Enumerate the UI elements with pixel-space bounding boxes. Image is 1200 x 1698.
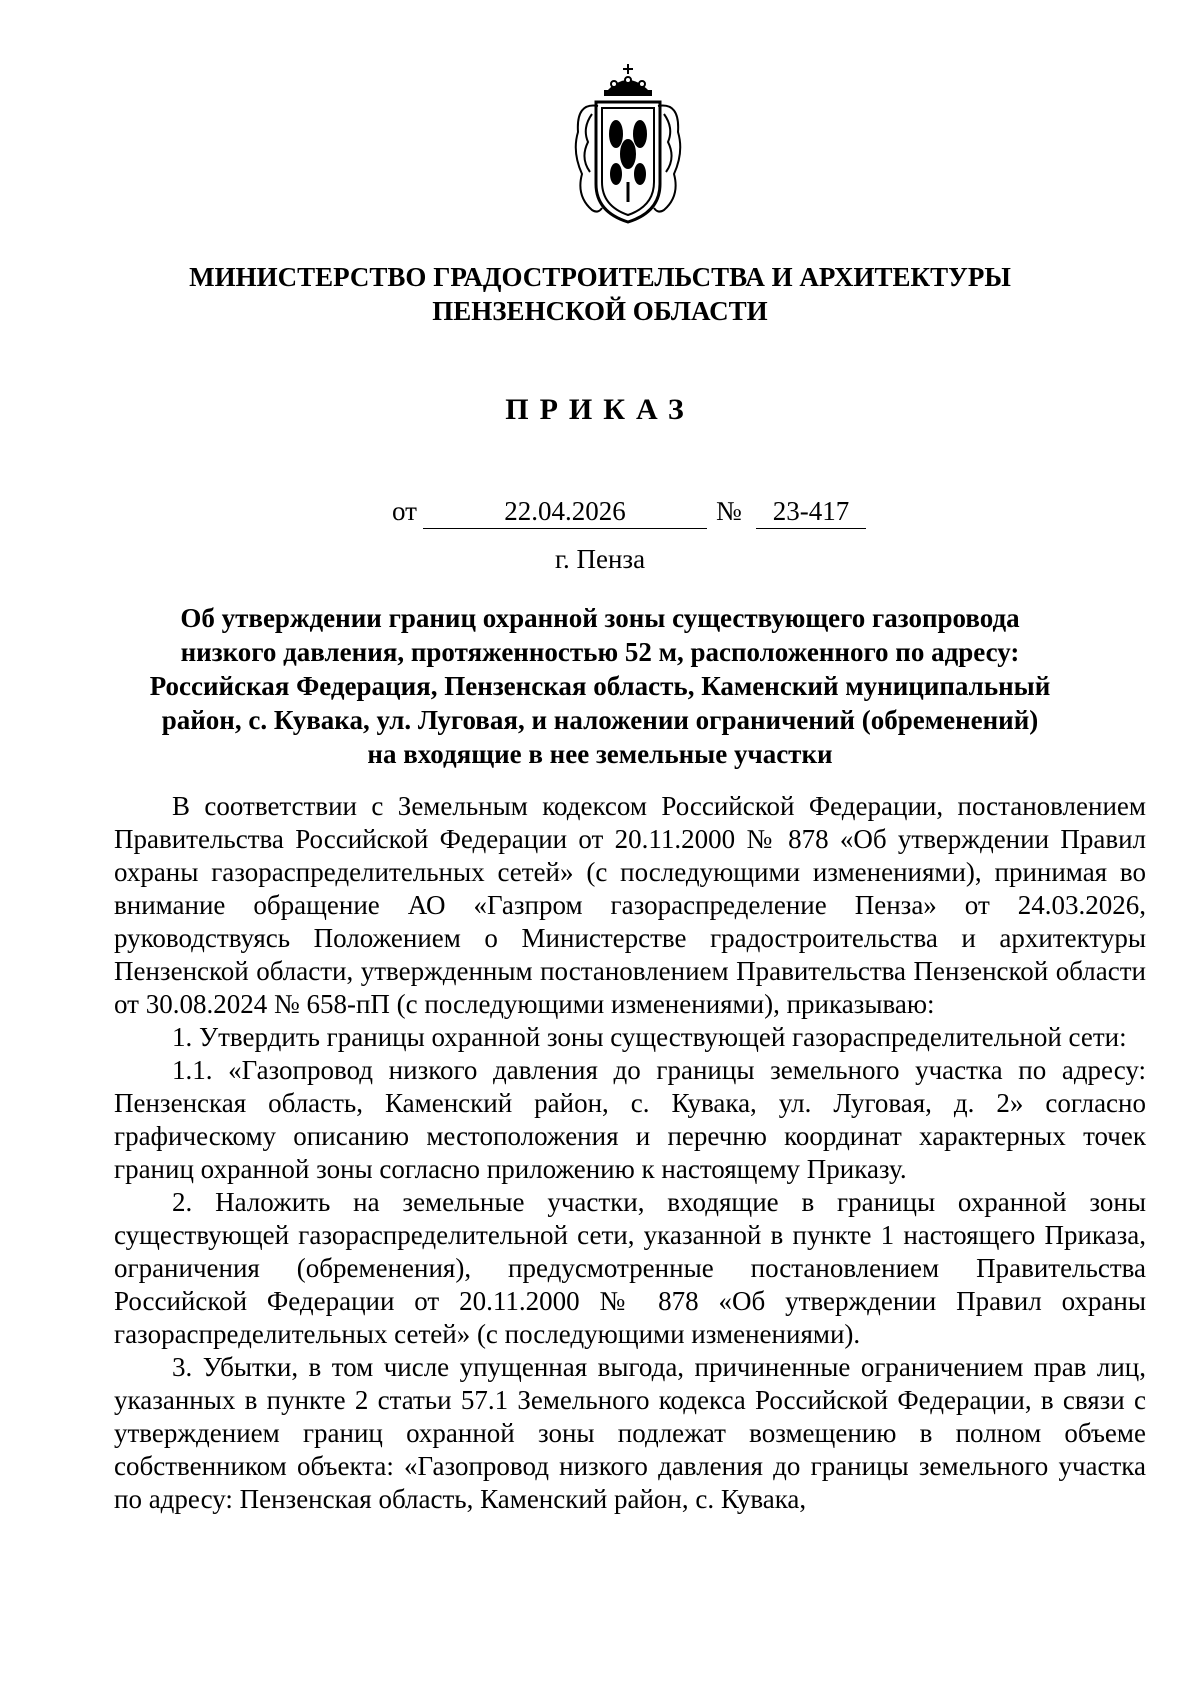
subject-line: Российская Федерация, Пензенская область, Каменский муниципальный — [149, 671, 1051, 701]
order-title: ПРИКАЗ — [505, 393, 695, 426]
ministry-name — [0, 260, 1200, 328]
preamble-paragraph: В соответствии с Земельным кодексом Российской Федерации, постановлением Правительства Российской Федерации от 20.11.2000 № 878 «Об утверждении Правил охраны газораспределительных сетей» (с последующими изменениями), принимая во внимание обращение АО «Газпром газораспределение Пенза» от 24.03.2026, руководствуясь Положением о Министерстве градостроительства и архитектуры Пензенской области, утвержденным постановлением Правительства Пензенской области от 30.08.2024 № 658-пП (с последующими изменениями), приказываю: — [114, 791, 1146, 1019]
order-date: 22.04.2026 — [423, 494, 707, 529]
clause-2: 2. Наложить на земельные участки, входящие в границы охранной зоны существующей газораспределительной сети, указанной в пункте 1 настоящего Приказа, ограничения (обременения), предусмотренные постановлением Правительства Российской Федерации от 20.11.2000 № 878 «Об утверждении Правил охраны газораспределительных сетей» (с последующими изменениями). — [114, 1187, 1146, 1349]
subject-line: на входящие в нее земельные участки — [367, 739, 833, 769]
coat-of-arms-emblem — [568, 62, 688, 228]
clause-1: 1. Утвердить границы охранной зоны существующей газораспределительной сети: — [172, 1022, 1127, 1052]
city: г. Пенза — [554, 544, 646, 574]
number-label: № — [716, 496, 742, 526]
order-body — [114, 790, 1146, 1516]
order-number: 23-417 — [756, 494, 866, 529]
order-subject — [0, 601, 1200, 771]
subject-line: район, с. Кувака, ул. Луговая, и наложении ограничений (обременений) — [161, 705, 1039, 735]
subject-line: низкого давления, протяженностью 52 м, расположенного по адресу: — [180, 637, 1020, 667]
date-label: от — [392, 496, 417, 526]
clause-1-1: 1.1. «Газопровод низкого давления до границы земельного участка по адресу: Пензенская область, Каменский район, с. Кувака, ул. Луговая, д. 2» согласно графическому описанию местоположения и перечню координат характерных точек границ охранной зоны согласно приложению к настоящему Приказу. — [114, 1055, 1146, 1184]
ministry-name-line-1: МИНИСТЕРСТВО ГРАДОСТРОИТЕЛЬСТВА И АРХИТЕКТУРЫ — [189, 262, 1011, 292]
subject-line: Об утверждении границ охранной зоны существующего газопровода — [180, 603, 1020, 633]
clause-3: 3. Убытки, в том числе упущенная выгода, причиненные ограничением прав лиц, указанных в пункте 2 статьи 57.1 Земельного кодекса Российской Федерации, в связи с утверждением границ охранной зоны подлежат возмещению в полном объеме собственником объекта: «Газопровод низкого давления до границы земельного участка по адресу: Пензенская область, Каменский район, с. Кувака, — [114, 1352, 1146, 1514]
ministry-name-line-2: ПЕНЗЕНСКОЙ ОБЛАСТИ — [432, 296, 768, 326]
